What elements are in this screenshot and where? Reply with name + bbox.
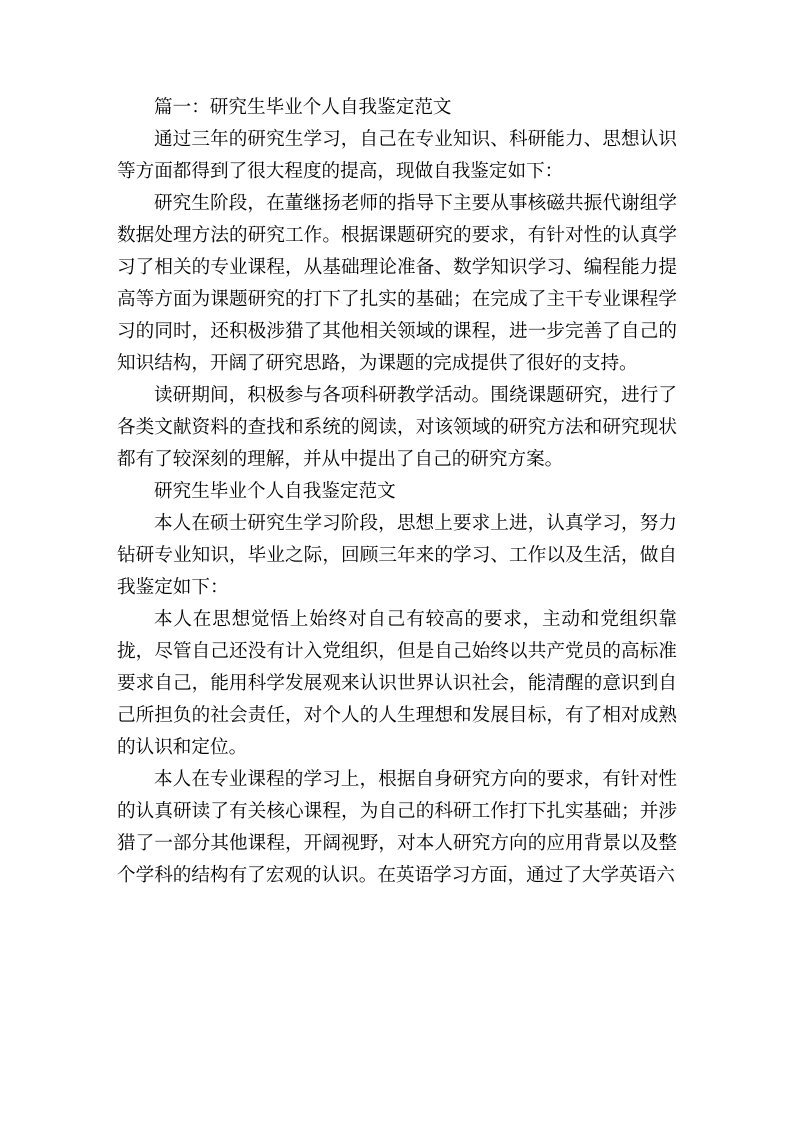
document-heading: 篇一：研究生毕业个人自我鉴定范文 bbox=[154, 97, 452, 118]
paragraph-section-intro: 本人在硕士研究生学习阶段，思想上要求上进，认真学习，努力钻研专业知识，毕业之际，回顾三年来的学习、工作以及生活，做自我鉴定如下： bbox=[117, 513, 677, 598]
paragraph-research-activities: 读研期间，积极参与各项科研教学活动。围绕课题研究，进行了各类文献资料的查找和系统的阅读，对该领域的研究方法和研究现状都有了较深刻的理解，并从中提出了自己的研究方案。 bbox=[117, 385, 677, 470]
paragraph-coursework: 本人在专业课程的学习上，根据自身研究方向的要求，有针对性的认真研读了有关核心课程，为自己的科研工作打下扎实基础；并涉猎了一部分其他课程，开阔视野，对本人研究方向的应用背景以及整个学科的结构有了宏观的认识。在英语学习方面，通过了大学英语六 bbox=[117, 769, 677, 886]
paragraph-research-stage: 研究生阶段，在董继扬老师的指导下主要从事核磁共振代谢组学数据处理方法的研究工作。根据课题研究的要求，有针对性的认真学习了相关的专业课程，从基础理论准备、数学知识学习、编程能力提高等方面为课题研究的打下了扎实的基础；在完成了主干专业课程学习的同时，还积极涉猎了其他相关领域的课程，进一步完善了自己的知识结构，开阔了研究思路，为课题的完成提供了很好的支持。 bbox=[117, 193, 677, 374]
document-page bbox=[117, 92, 677, 892]
section-heading: 研究生毕业个人自我鉴定范文 bbox=[154, 481, 396, 502]
paragraph-intro: 通过三年的研究生学习，自己在专业知识、科研能力、思想认识等方面都得到了很大程度的提高，现做自我鉴定如下： bbox=[117, 129, 677, 182]
paragraph-ideology: 本人在思想觉悟上始终对自己有较高的要求，主动和党组织靠拢，尽管自己还没有计入党组织，但是自己始终以共产党员的高标准要求自己，能用科学发展观来认识世界认识社会，能清醒的意识到自己所担负的社会责任，对个人的人生理想和发展目标，有了相对成熟的认识和定位。 bbox=[117, 609, 677, 758]
